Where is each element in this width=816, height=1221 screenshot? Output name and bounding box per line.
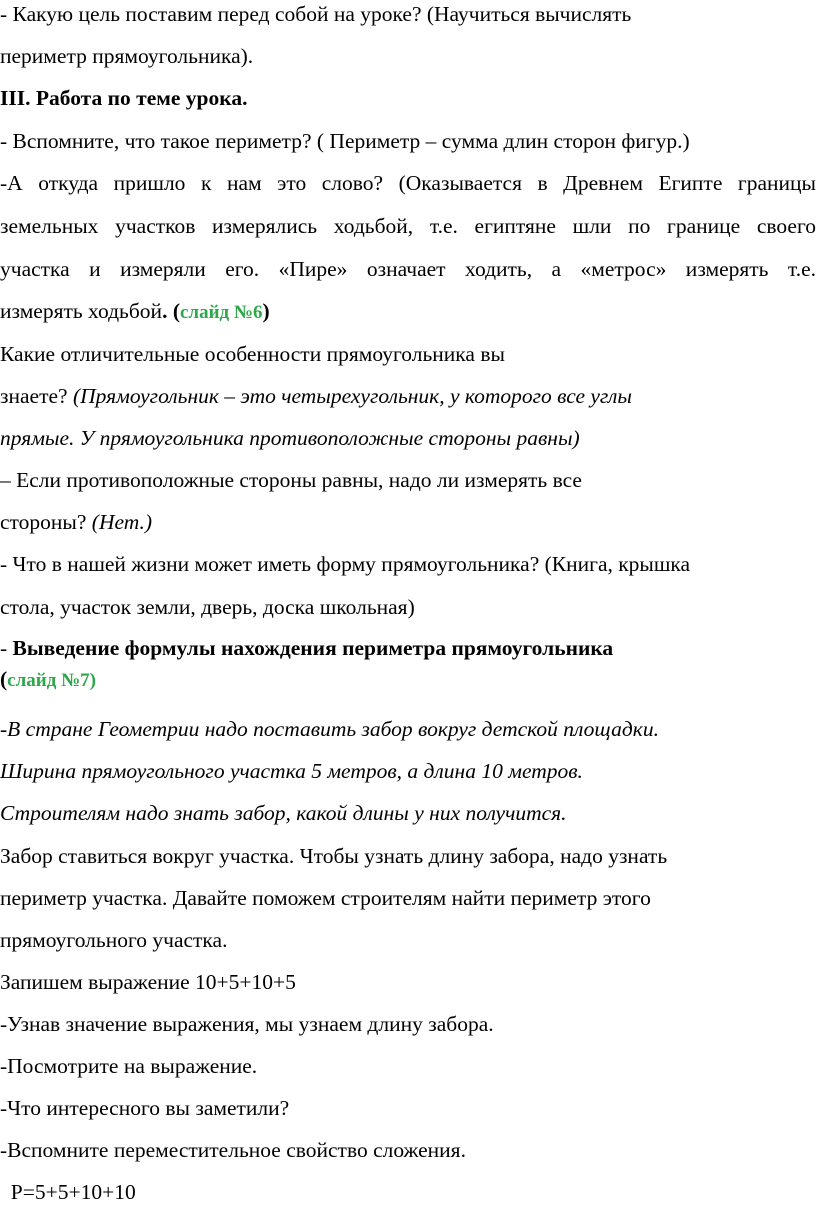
paragraph-real-life: - Что в нашей жизни может иметь форму прямоугольника? (Книга, крышка	[0, 552, 691, 576]
paragraph-lesson-goal: - Какую цель поставим перед собой на уроке? (Научиться вычислять	[0, 2, 632, 26]
paragraph-task: -В стране Геометрии надо поставить забор вокруг детской площадки.	[0, 717, 659, 741]
paragraph-rectangle-features: Какие отличительные особенности прямоугольника вы	[0, 342, 505, 366]
formula-perimeter: Р=5+5+10+10	[0, 1180, 136, 1204]
section-heading: III. Работа по теме урока.	[0, 86, 248, 110]
paragraph-perimeter-definition: - Вспомните, что такое периметр? ( Периметр – сумма длин сторон фигур.)	[0, 129, 690, 153]
paragraph-property: -Вспомните переместительное свойство сложения.	[0, 1138, 466, 1162]
paragraph-rectangle-features-cont: знаете? (Прямоугольник – это четырехугольник, у которого все углы	[0, 384, 632, 408]
paragraph-task-cont2: Строителям надо знать забор, какой длины у них получится.	[0, 801, 567, 825]
paragraph-measure-question: – Если противоположные стороны равны, надо ли измерять все	[0, 468, 582, 492]
paragraph-fence: Забор ставиться вокруг участка. Чтобы узнать длину забора, надо узнать	[0, 844, 668, 868]
paragraph-look: -Посмотрите на выражение.	[0, 1054, 258, 1078]
paragraph-task-cont1: Ширина прямоугольного участка 5 метров, а длина 10 метров.	[0, 759, 583, 783]
paragraph-formula-heading: - Выведение формулы нахождения периметра прямоугольника	[0, 636, 614, 660]
paragraph-word-origin: -А откуда пришло к нам это слово? (Оказывается в Древнем Египте границы	[0, 171, 816, 195]
paragraph-word-origin-cont1: земельных участков измерялись ходьбой, т.е. египтяне шли по границе своего	[0, 214, 816, 238]
paragraph-rectangle-features-answer: прямые. У прямоугольника противоположные стороны равны)	[0, 426, 580, 450]
paragraph-word-origin-cont2: участка и измеряли его. «Пире» означает ходить, а «метрос» измерять т.е.	[0, 257, 816, 281]
paragraph-notice: -Что интересного вы заметили?	[0, 1096, 290, 1120]
paragraph-measure-question-cont: стороны? (Нет.)	[0, 510, 153, 534]
slide-6-link: слайд №6	[179, 302, 263, 323]
slide-7-link: слайд №7)	[7, 670, 96, 691]
paragraph-expression: Запишем выражение 10+5+10+5	[0, 970, 296, 994]
paragraph-word-origin-cont3: измерять ходьбой. (слайд №6)	[0, 299, 270, 323]
paragraph-fence-cont1: периметр участка. Давайте поможем строителям найти периметр этого	[0, 886, 651, 910]
paragraph-lesson-goal-cont: периметр прямоугольника).	[0, 44, 254, 68]
paragraph-fence-cont2: прямоугольного участка.	[0, 928, 228, 952]
paragraph-real-life-cont: стола, участок земли, дверь, доска школьная)	[0, 595, 415, 619]
paragraph-formula-heading-cont: (слайд №7)	[0, 667, 96, 691]
paragraph-value: -Узнав значение выражения, мы узнаем длину забора.	[0, 1012, 494, 1036]
